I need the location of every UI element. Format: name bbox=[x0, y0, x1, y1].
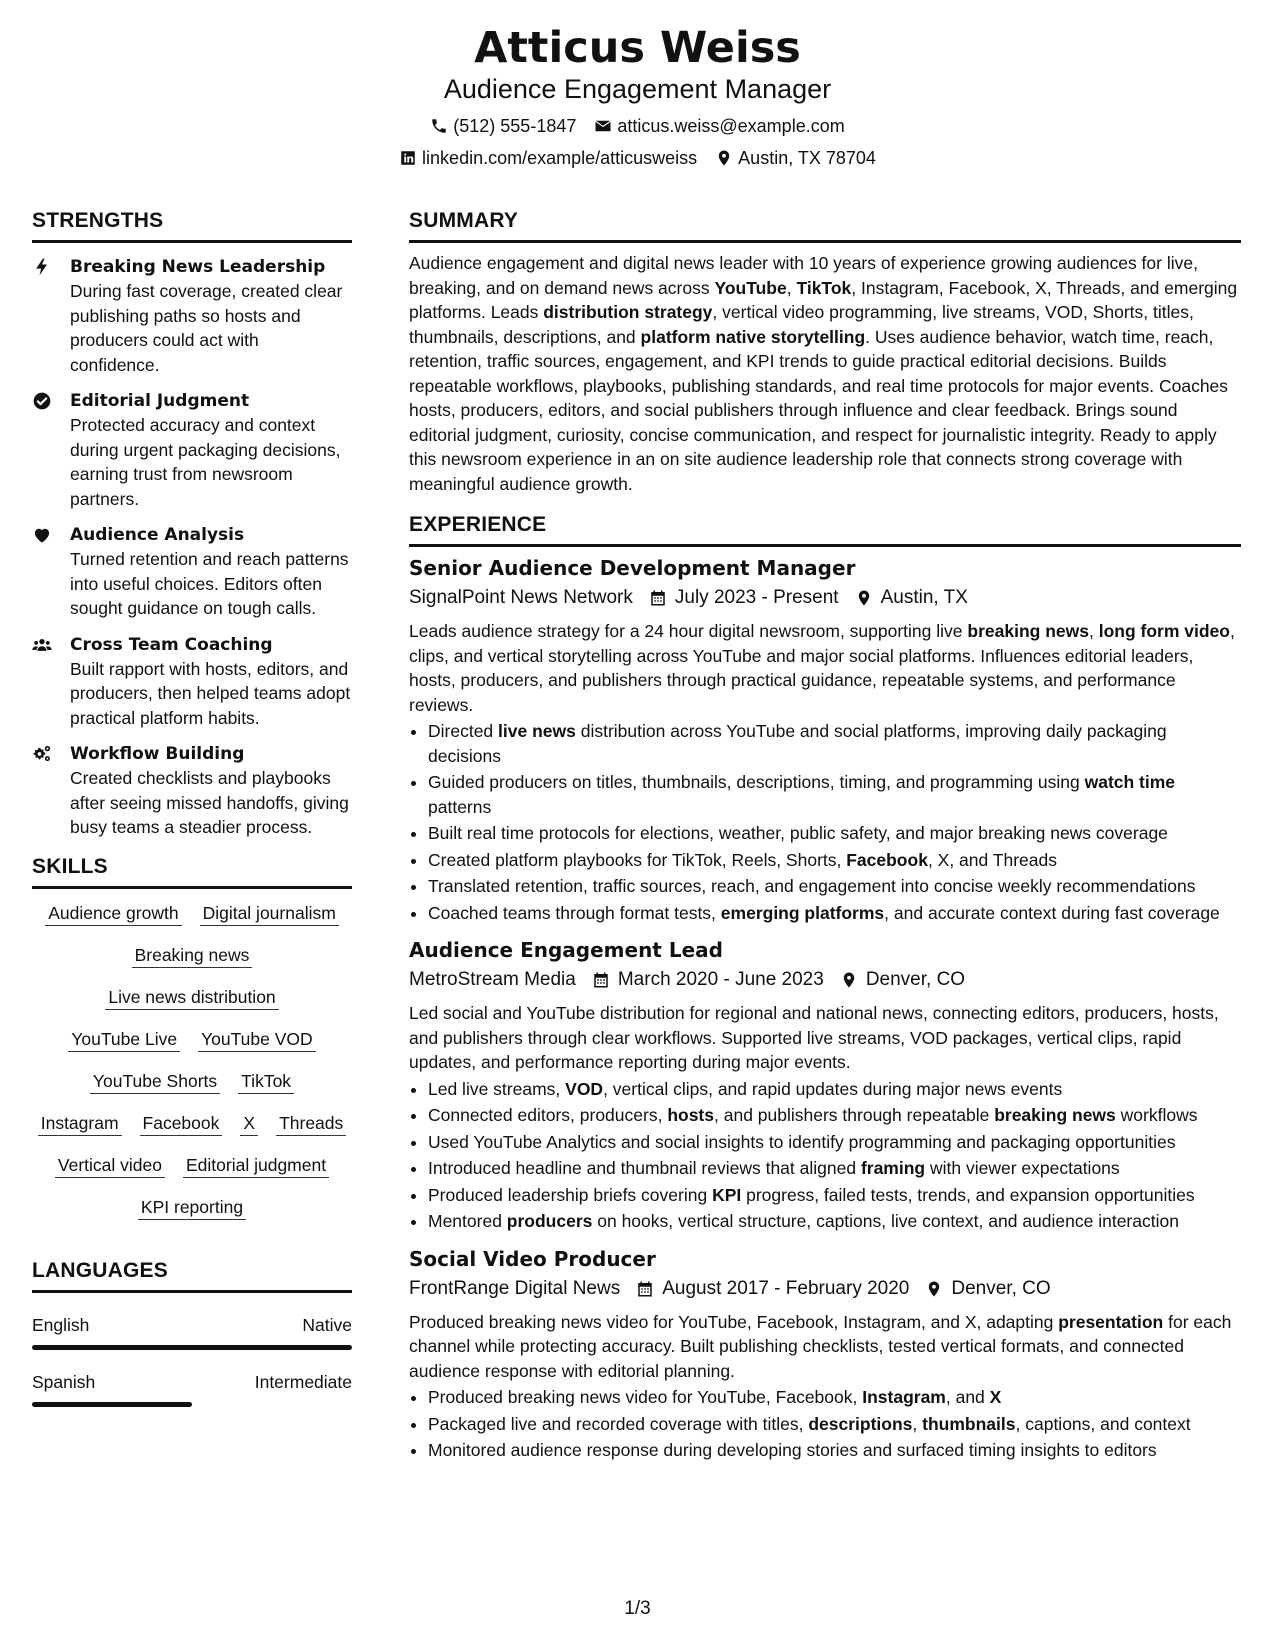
job-company bbox=[409, 1276, 620, 1302]
summary-section bbox=[409, 208, 1241, 496]
location-contact bbox=[715, 146, 876, 170]
check-circle-icon bbox=[32, 389, 70, 511]
language-level-bar bbox=[32, 1402, 352, 1407]
job-company bbox=[409, 967, 576, 993]
skill-tag: KPI reporting bbox=[138, 1195, 246, 1220]
job-bullet: • Guided producers on titles, thumbnails, descriptions, timing, and programming using watch time patterns bbox=[428, 770, 1241, 819]
strength-item bbox=[32, 523, 352, 621]
bolt-icon bbox=[32, 255, 70, 377]
job-bullet: • Translated retention, traffic sources, reach, and engagement into concise weekly recommendations bbox=[428, 874, 1241, 899]
location-text: Denver, CO bbox=[865, 969, 966, 990]
jobs-list bbox=[409, 555, 1241, 1463]
strength-description: Built rapport with hosts, editors, and producers, then helped teams adopt practical platform habits. bbox=[70, 658, 351, 728]
job-bullets bbox=[409, 1385, 1241, 1463]
skill-tag: Facebook bbox=[140, 1111, 223, 1136]
languages-section bbox=[32, 1258, 352, 1407]
location-text: Austin, TX 78704 bbox=[738, 148, 876, 168]
job-location bbox=[840, 967, 965, 993]
strength-body bbox=[70, 255, 352, 377]
map-pin-icon bbox=[855, 589, 873, 607]
job-meta bbox=[409, 967, 1241, 993]
job-title: Social Video Producer bbox=[409, 1246, 656, 1271]
contact-line-1 bbox=[0, 114, 1275, 138]
linkedin-contact[interactable] bbox=[399, 146, 697, 170]
language-level-fill bbox=[32, 1345, 352, 1350]
skill-tag: TikTok bbox=[238, 1069, 294, 1094]
job-bullet: • Produced breaking news video for YouTube, Facebook, Instagram, and X bbox=[428, 1385, 1241, 1410]
language-name: English bbox=[32, 1314, 90, 1335]
summary-text: Audience engagement and digital news leader with 10 years of experience growing audiences for live, breaking, and on demand news across YouTube, TikTok, Instagram, Facebook, X, Threads, and emerging platforms. Leads distribution strategy, vertical video programming, live streams, VOD, Shorts, titles, thumbnails, descriptions, and platform native storytelling. Uses audience behavior, watch time, reach, retention, traffic sources, engagement, and KPI trends to guide practical editorial decisions. Builds repeatable workflows, playbooks, publishing standards, and real time protocols for major events. Coaches hosts, producers, editors, and social publishers through influence and clear feedback. Brings sound editorial judgment, curiosity, concise communication, and respect for journalistic integrity. Ready to apply this newsroom experience in an on site audience leadership role that connects strong coverage with meaningful audience growth. bbox=[409, 253, 1238, 494]
contact-line-2 bbox=[0, 146, 1275, 170]
strength-title: Editorial Judgment bbox=[70, 391, 250, 411]
strength-item bbox=[32, 633, 352, 731]
job-meta bbox=[409, 1276, 1241, 1302]
map-pin-icon bbox=[840, 971, 858, 989]
job-bullet: • Packaged live and recorded coverage with titles, descriptions, thumbnails, captions, and context bbox=[428, 1412, 1241, 1437]
linkedin-icon bbox=[399, 149, 417, 167]
languages-heading: LANGUAGES bbox=[32, 1258, 352, 1293]
resume-header bbox=[0, 22, 1275, 170]
language-level-fill bbox=[32, 1402, 192, 1407]
company-name: FrontRange Digital News bbox=[409, 1277, 621, 1299]
job-title: Audience Engagement Lead bbox=[409, 938, 723, 962]
job-bullets bbox=[409, 719, 1241, 925]
left-column bbox=[32, 208, 352, 1407]
strength-title: Breaking News Leadership bbox=[70, 257, 326, 277]
job-bullet: • Built real time protocols for elections, weather, public safety, and major breaking news coverage bbox=[428, 821, 1241, 846]
job-description: Leads audience strategy for a 24 hour digital newsroom, supporting live breaking news, long form video, clips, and vertical storytelling across YouTube and major social platforms. Influences editorial leaders, hosts, producers, and publishers through practical guidance, repeatable systems, and performance reviews. bbox=[409, 621, 1235, 715]
job-description: Produced breaking news video for YouTube, Facebook, Instagram, and X, adapting presentation for each channel while protecting accuracy. Built publishing checklists, tested vertical formats, and connected audience response with editorial planning. bbox=[409, 1311, 1232, 1381]
dates-text: March 2020 - June 2023 bbox=[617, 969, 824, 990]
company-name: MetroStream Media bbox=[409, 969, 576, 990]
job-entry bbox=[409, 937, 1241, 1234]
calendar-icon bbox=[649, 589, 667, 607]
strengths-section bbox=[32, 208, 352, 840]
job-bullet: • Mentored producers on hooks, vertical structure, captions, live context, and audience interaction bbox=[428, 1209, 1241, 1234]
job-bullet: • Used YouTube Analytics and social insights to identify programming and packaging opportunities bbox=[428, 1130, 1241, 1155]
job-company bbox=[409, 585, 633, 611]
job-dates bbox=[592, 967, 824, 993]
skill-tag: Editorial judgment bbox=[183, 1153, 329, 1178]
job-bullet: • Created platform playbooks for TikTok, Reels, Shorts, Facebook, X, and Threads bbox=[428, 848, 1241, 873]
skill-row bbox=[32, 1069, 352, 1094]
skill-tag: Threads bbox=[276, 1111, 346, 1136]
skill-row bbox=[32, 1153, 352, 1178]
dates-text: July 2023 - Present bbox=[674, 587, 839, 608]
strength-description: Created checklists and playbooks after seeing missed handoffs, giving busy teams a steadier process. bbox=[70, 768, 349, 837]
skill-tag: Audience growth bbox=[45, 901, 181, 926]
skill-tag: Instagram bbox=[38, 1111, 122, 1136]
language-level-bar bbox=[32, 1345, 352, 1350]
skill-tag: YouTube Live bbox=[68, 1027, 180, 1052]
skill-tag: Live news distribution bbox=[105, 985, 278, 1010]
summary-heading: SUMMARY bbox=[409, 208, 1241, 243]
languages-list bbox=[32, 1313, 352, 1407]
strength-item bbox=[32, 255, 352, 377]
skills-list bbox=[32, 901, 352, 1220]
strength-body bbox=[70, 742, 352, 840]
skill-row bbox=[32, 901, 352, 926]
map-pin-icon bbox=[715, 149, 733, 167]
strength-title: Cross Team Coaching bbox=[70, 634, 273, 655]
right-column bbox=[409, 208, 1241, 1465]
gears-icon bbox=[32, 742, 70, 840]
skills-section bbox=[32, 854, 352, 1220]
job-bullet: • Led live streams, VOD, vertical clips, and rapid updates during major news events bbox=[428, 1077, 1241, 1102]
experience-heading: EXPERIENCE bbox=[409, 512, 1241, 547]
phone-text: (512) 555-1847 bbox=[453, 116, 577, 136]
location-text: Denver, CO bbox=[951, 1277, 1051, 1299]
skill-row bbox=[32, 985, 352, 1010]
skill-tag: YouTube Shorts bbox=[90, 1069, 220, 1094]
linkedin-text: linkedin.com/example/atticusweiss bbox=[422, 148, 698, 168]
job-bullet: • Monitored audience response during developing stories and surfaced timing insights to editors bbox=[428, 1438, 1241, 1463]
job-bullet: • Introduced headline and thumbnail reviews that aligned framing with viewer expectations bbox=[428, 1156, 1241, 1181]
job-bullet: • Coached teams through format tests, emerging platforms, and accurate context during fast coverage bbox=[428, 901, 1241, 926]
job-title: Senior Audience Development Manager bbox=[409, 556, 856, 580]
language-item bbox=[32, 1313, 352, 1350]
location-text: Austin, TX bbox=[880, 587, 968, 608]
job-description: Led social and YouTube distribution for regional and national news, connecting editors, producers, hosts, and publishers through clear workflows. Supported live streams, VOD packages, vertical clips, rapid updates, and performance reporting during major events. bbox=[409, 1003, 1219, 1072]
skill-row bbox=[32, 1027, 352, 1052]
strength-item bbox=[32, 742, 352, 840]
skill-row bbox=[32, 1195, 352, 1220]
skill-tag: Breaking news bbox=[132, 943, 253, 968]
language-level: Native bbox=[302, 1314, 352, 1335]
skill-tag: Vertical video bbox=[55, 1153, 165, 1178]
heart-icon bbox=[32, 523, 70, 621]
candidate-role: Audience Engagement Manager bbox=[443, 74, 832, 104]
job-entry bbox=[409, 555, 1241, 925]
dates-text: August 2017 - February 2020 bbox=[662, 1277, 910, 1299]
calendar-icon bbox=[636, 1280, 654, 1298]
job-meta bbox=[409, 585, 1241, 611]
users-icon bbox=[32, 633, 70, 731]
strengths-list bbox=[32, 255, 352, 840]
strength-item bbox=[32, 389, 352, 511]
experience-section bbox=[409, 512, 1241, 1463]
skill-tag: Digital journalism bbox=[200, 901, 339, 926]
email-contact[interactable] bbox=[594, 114, 844, 138]
strength-title: Workflow Building bbox=[70, 744, 245, 764]
skills-heading: SKILLS bbox=[32, 854, 352, 889]
strength-description: Turned retention and reach patterns into useful choices. Editors often sought guidance on tough calls. bbox=[70, 549, 349, 618]
candidate-name: Atticus Weiss bbox=[474, 23, 801, 73]
job-entry bbox=[409, 1246, 1241, 1463]
strength-body bbox=[70, 389, 352, 511]
phone-icon bbox=[430, 117, 448, 135]
strength-title: Audience Analysis bbox=[70, 525, 245, 545]
strength-body bbox=[70, 633, 352, 731]
job-bullet: • Directed live news distribution across YouTube and social platforms, improving daily packaging decisions bbox=[428, 719, 1241, 768]
company-name: SignalPoint News Network bbox=[409, 587, 633, 608]
language-item bbox=[32, 1370, 352, 1407]
skill-row bbox=[32, 943, 352, 968]
job-location bbox=[925, 1276, 1050, 1302]
language-header bbox=[32, 1313, 352, 1337]
language-name: Spanish bbox=[32, 1371, 96, 1392]
strength-description: Protected accuracy and context during urgent packaging decisions, earning trust from newsroom partners. bbox=[70, 415, 341, 509]
language-header bbox=[32, 1370, 352, 1394]
job-location bbox=[855, 585, 968, 611]
strengths-heading: STRENGTHS bbox=[32, 208, 352, 243]
strength-body bbox=[70, 523, 352, 621]
phone-contact[interactable] bbox=[430, 114, 576, 138]
language-level: Intermediate bbox=[254, 1371, 352, 1392]
skill-row bbox=[32, 1111, 352, 1136]
job-bullets bbox=[409, 1077, 1241, 1234]
strength-description: During fast coverage, created clear publishing paths so hosts and producers could act with confidence. bbox=[70, 281, 343, 375]
job-dates bbox=[636, 1276, 909, 1302]
job-bullet: • Connected editors, producers, hosts, and publishers through repeatable breaking news workflows bbox=[428, 1103, 1241, 1128]
envelope-icon bbox=[594, 117, 612, 135]
email-text: atticus.weiss@example.com bbox=[617, 116, 845, 136]
skill-tag: X bbox=[240, 1111, 258, 1136]
job-bullet: • Produced leadership briefs covering KPI progress, failed tests, trends, and expansion opportunities bbox=[428, 1183, 1241, 1208]
skill-tag: YouTube VOD bbox=[198, 1027, 316, 1052]
map-pin-icon bbox=[925, 1280, 943, 1298]
job-dates bbox=[649, 585, 839, 611]
page-number: 1/3 bbox=[624, 1598, 651, 1619]
calendar-icon bbox=[592, 971, 610, 989]
